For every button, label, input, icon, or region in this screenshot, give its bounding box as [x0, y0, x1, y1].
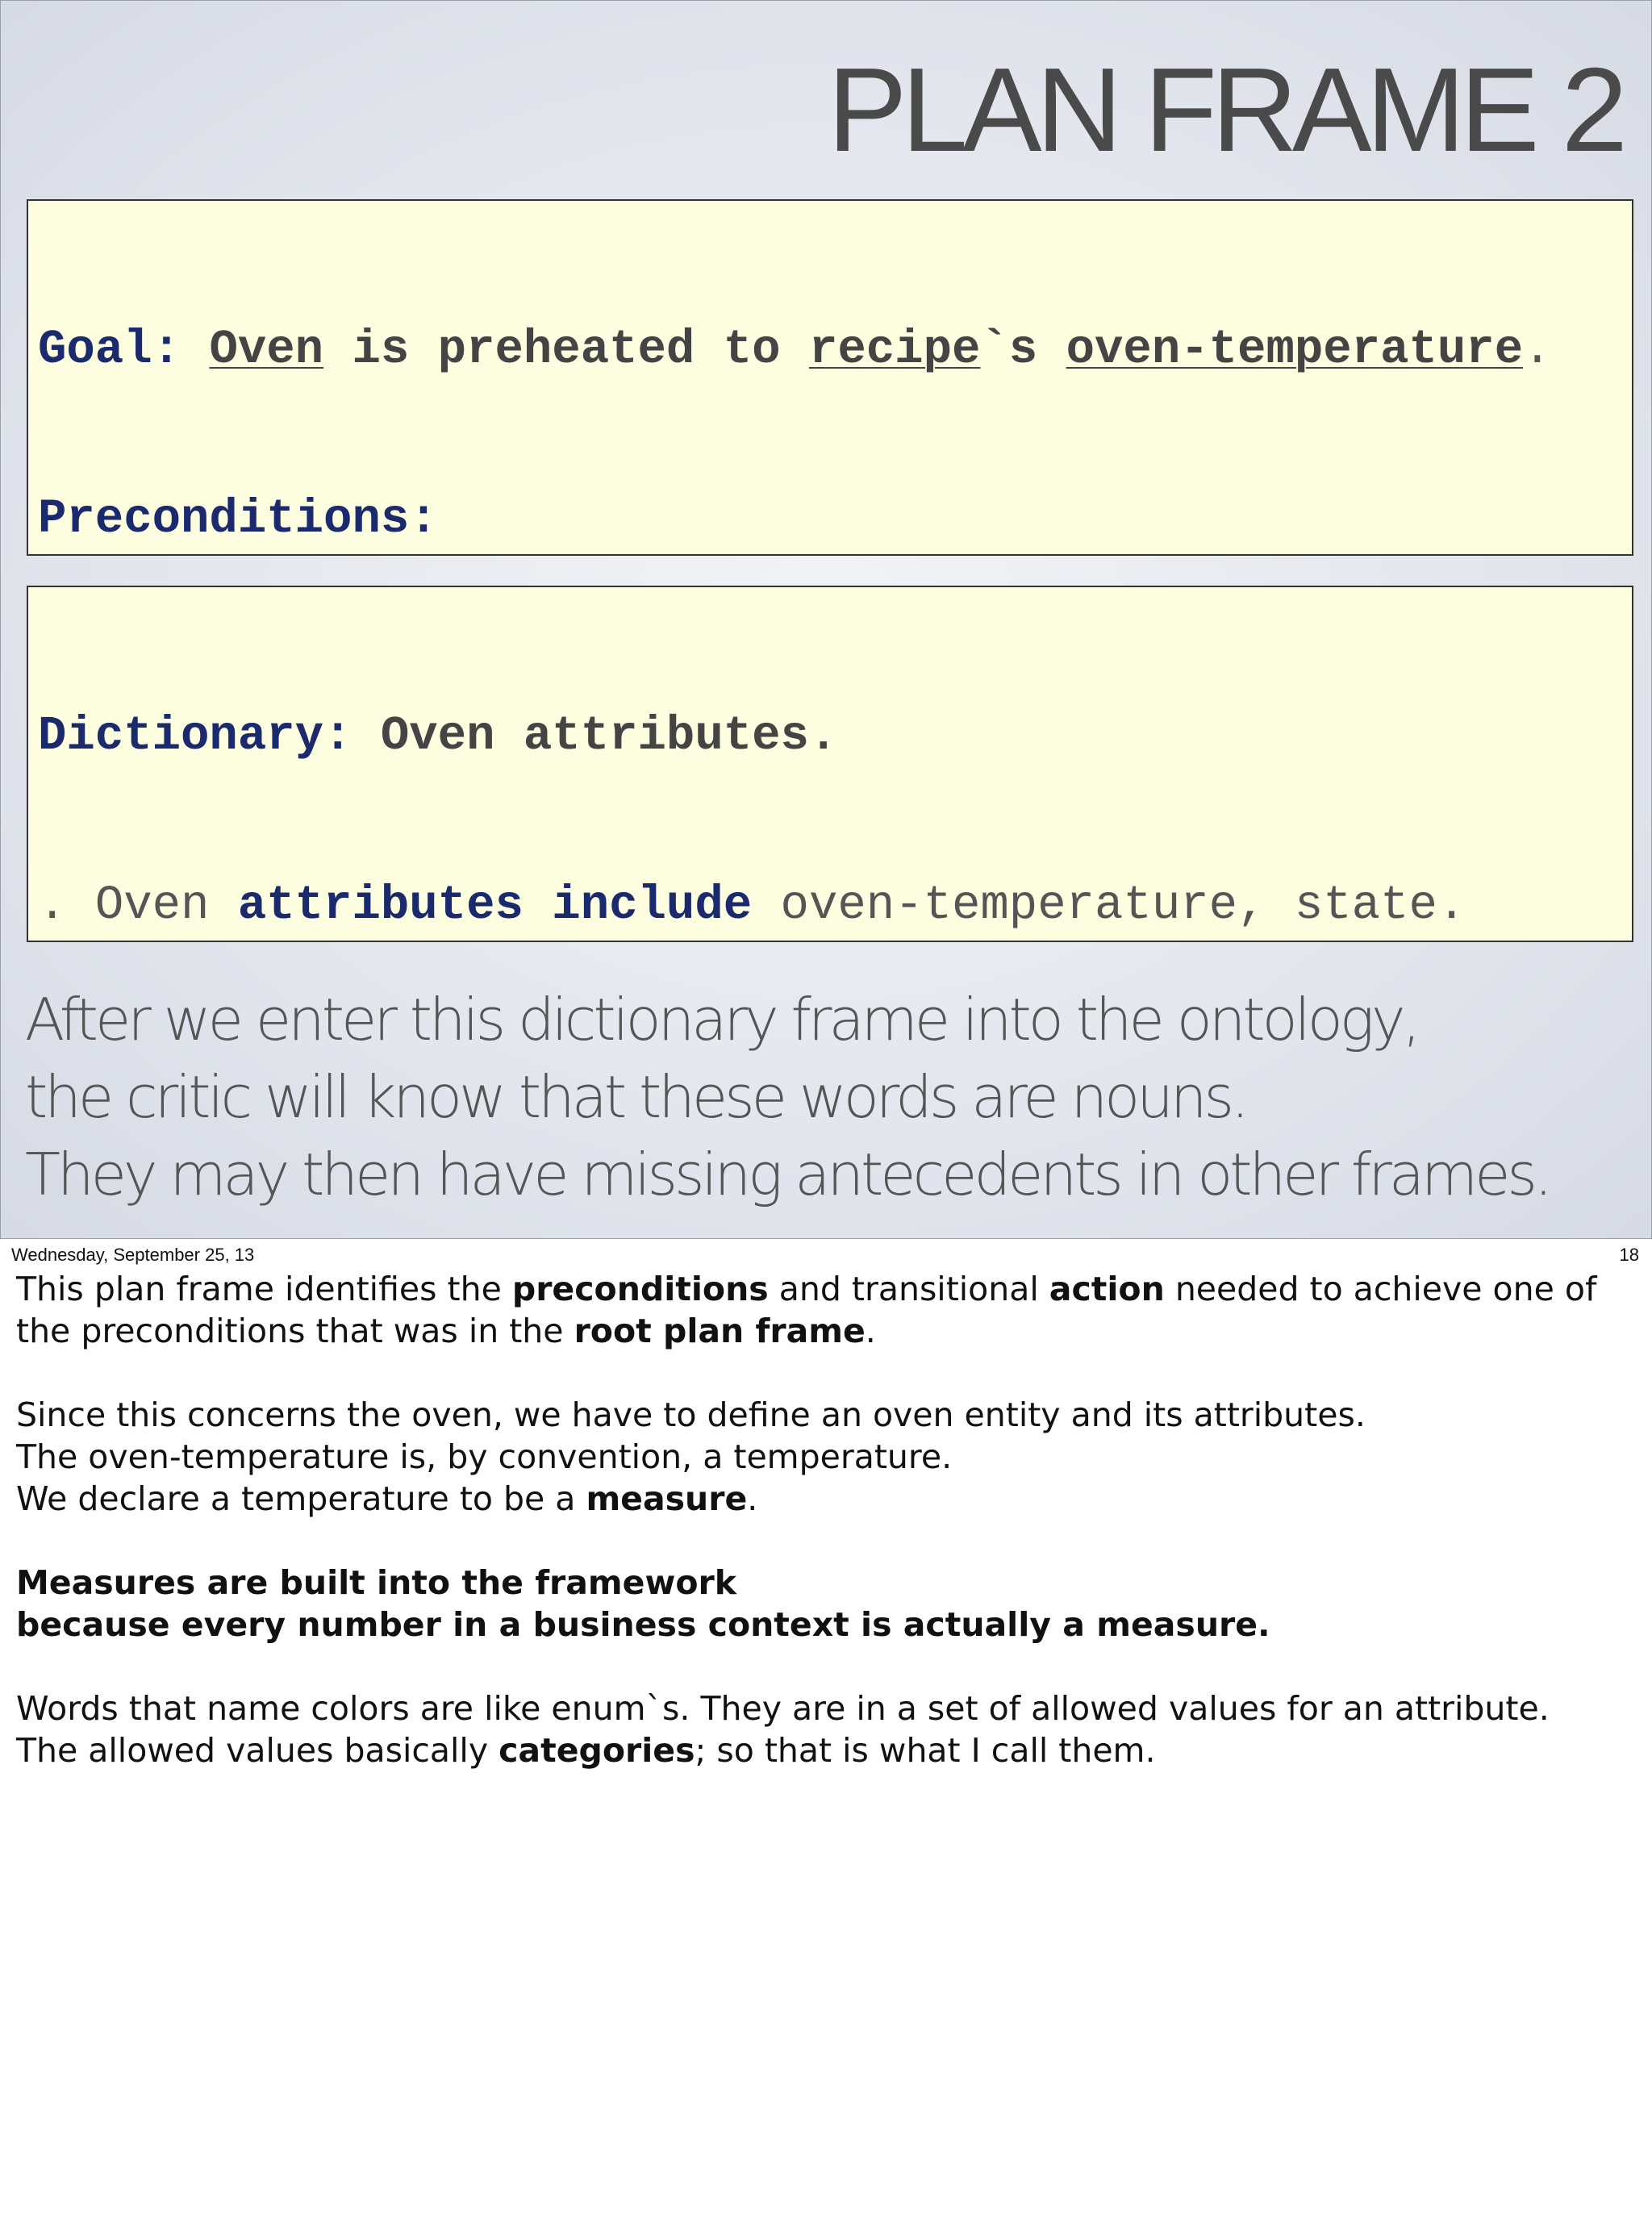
- notes-bold: measure: [586, 1479, 748, 1518]
- preconditions-label: Preconditions:: [38, 492, 438, 546]
- notes-line: [16, 1604, 1637, 1646]
- notes-text: the preconditions that was in the: [16, 1312, 574, 1350]
- caption-line: the critic will know that these words are nouns.: [25, 1063, 1246, 1131]
- slide-title: PLAN FRAME 2: [827, 44, 1622, 177]
- bullet: .: [38, 878, 95, 932]
- notes-spacer: [16, 1646, 1637, 1687]
- notes-text: .: [865, 1312, 876, 1350]
- goal-word-recipe: recipe: [808, 323, 981, 377]
- notes-bold: action: [1049, 1270, 1165, 1308]
- dictionary-item: [38, 878, 1632, 934]
- caption-line: They may then have missing antecedents in other frames.: [25, 1141, 1550, 1208]
- notes-bold: root plan frame: [574, 1312, 866, 1350]
- goal-period: .: [1523, 323, 1552, 377]
- notes-bold: categories: [499, 1731, 695, 1770]
- notes-line: Words that name colors are like enum`s. They are in a set of allowed values for an attribute.: [16, 1689, 1550, 1728]
- notes-bold: preconditions: [511, 1270, 769, 1308]
- goal-text-s: `s: [980, 323, 1066, 377]
- notes-text: ; so that is what I call them.: [695, 1731, 1156, 1770]
- notes-text: needed to achieve one of: [1164, 1270, 1597, 1308]
- goal-label: Goal:: [38, 323, 181, 377]
- notes-spacer: [16, 1520, 1637, 1562]
- notes-line: Since this concerns the oven, we have to define an oven entity and its attributes.: [16, 1395, 1366, 1434]
- notes-line: [16, 1478, 1637, 1520]
- dictionary-heading: [38, 708, 1632, 765]
- page-number: 18: [1619, 1245, 1639, 1265]
- notes-line: [16, 1562, 1637, 1604]
- notes-text: The allowed values basically: [16, 1731, 499, 1770]
- notes-line: [16, 1268, 1637, 1310]
- goal-text: is preheated to: [323, 323, 809, 377]
- goal-word-oven-temperature: oven-temperature: [1066, 323, 1524, 377]
- plan-frame-box: [27, 199, 1633, 556]
- dictionary-frame-box: [27, 586, 1633, 942]
- notes-spacer: [16, 1352, 1637, 1394]
- speaker-notes: [16, 1268, 1637, 1771]
- notes-line: The oven-temperature is, by convention, a temperature.: [16, 1437, 953, 1476]
- dictionary-keyword: attributes include: [237, 878, 753, 932]
- preconditions-heading: [38, 491, 1632, 548]
- dictionary-text: oven-temperature, state.: [752, 878, 1466, 932]
- caption-line: After we enter this dictionary frame into the ontology,: [25, 986, 1418, 1053]
- goal-word-oven: Oven: [209, 323, 324, 377]
- dictionary-text: Oven: [94, 878, 238, 932]
- dictionary-label: Dictionary:: [38, 709, 353, 763]
- notes-text: .: [747, 1479, 758, 1518]
- footer-date: Wednesday, September 25, 13: [11, 1245, 255, 1265]
- notes-text: This plan frame identifies the: [16, 1270, 512, 1308]
- notes-bold: because every number in a business context is actually a measure.: [16, 1605, 1270, 1644]
- notes-bold: Measures are built into the framework: [16, 1563, 736, 1602]
- notes-text: We declare a temperature to be a: [16, 1479, 586, 1518]
- dictionary-title: Oven attributes.: [352, 709, 838, 763]
- notes-line: [16, 1310, 1637, 1352]
- notes-text: and transitional: [768, 1270, 1049, 1308]
- goal-line: [38, 322, 1632, 378]
- notes-line: [16, 1729, 1637, 1771]
- slide-caption: [25, 981, 1630, 1213]
